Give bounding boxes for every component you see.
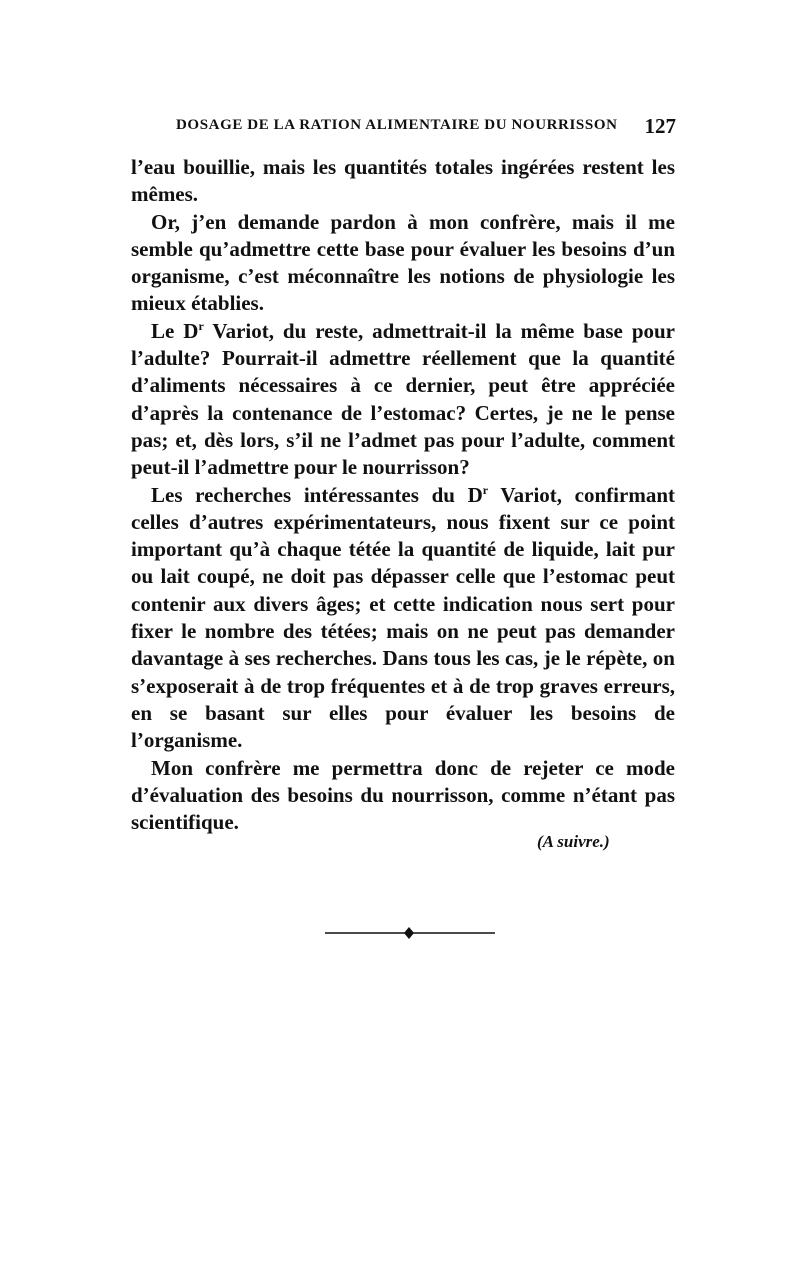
running-head — [176, 114, 676, 138]
running-head-title: DOSAGE DE LA RATION ALIMENTAIRE DU NOURRISSON — [176, 117, 618, 133]
paragraph-3-start: Le D — [151, 318, 199, 343]
paragraph-1: l’eau bouillie, mais les quantités totales ingérées restent les mêmes. — [131, 155, 675, 207]
to-be-continued: (A suivre.) — [537, 832, 610, 851]
paragraph-3-superscript: r — [198, 318, 204, 333]
rule-with-diamond-icon — [325, 925, 495, 941]
paragraph-4-superscript: r — [482, 482, 489, 497]
body-text — [131, 154, 675, 836]
paragraph-4 — [131, 482, 675, 755]
paragraph-2: Or, j’en demande pardon à mon confrère, mais il me semble qu’admettre cette base pour évaluer les besoins d’un organisme, c’est méconnaître les notions de physiologie les mieux établies. — [131, 209, 675, 316]
paragraph-3 — [131, 318, 675, 482]
paragraph-5: Mon confrère me permettra donc de rejeter ce mode d’évaluation des besoins du nourrisson, comme n’étant pas scientifique. — [131, 755, 675, 835]
paragraph-3-rest: Variot, du reste, admettrait-il la même base pour l’adulte? Pourrait-il admettre réellement que la quantité d’aliments nécessaires à ce dernier, peut être appréciée d’après la contenance de l’estomac? Certes, je ne le pense pas; et, dès lors, s’il ne l’admet pas pour l’adulte, comment peut-il l’admettre pour le nourrisson? — [131, 318, 675, 480]
page-number: 127 — [644, 114, 676, 138]
paragraph-4-rest: Variot, confirmant celles d’autres expérimentateurs, nous fixent sur ce point important qu’à chaque tétée la quantité de liquide, lait pur ou lait coupé, ne doit pas dépasser celle que l’estomac peut contenir aux divers âges; et cette indication nous sert pour fixer le nombre des tétées; mais on ne peut pas demander davantage à ses recherches. Dans tous les cas, je le répète, on s’exposerait à de trop fréquentes et à de trop graves erreurs, en se basant sur elles pour évaluer les besoins de l’organisme. — [131, 482, 675, 753]
paragraph-4-start: Les recherches intéressantes du D — [151, 482, 483, 507]
